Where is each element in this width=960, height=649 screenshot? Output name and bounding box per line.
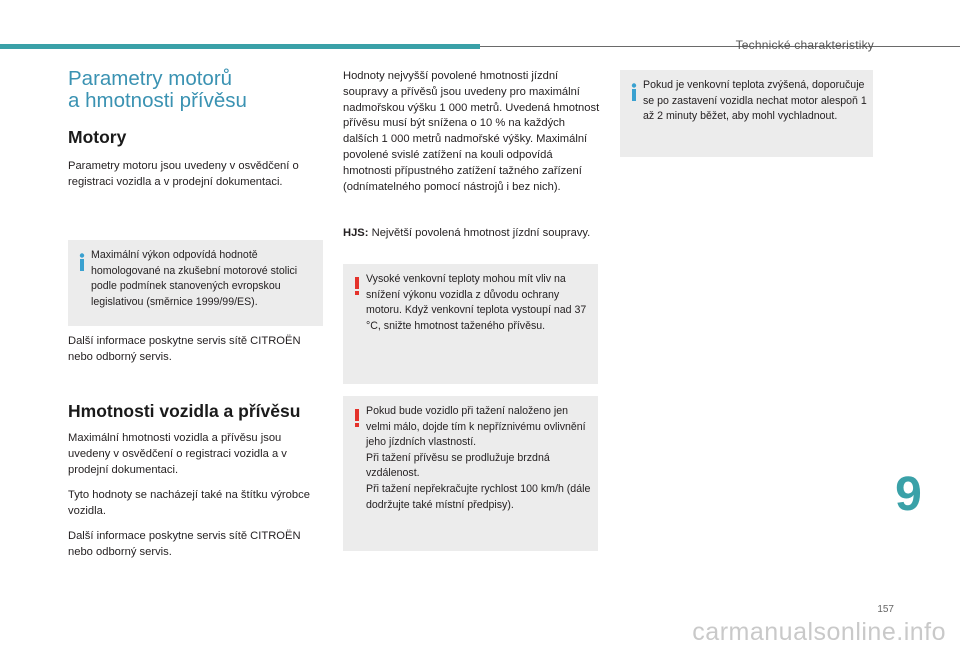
motors-text: Parametry motoru jsou uvedeny v osvědčení o registraci vozidla a v prodejní dokumentaci. bbox=[68, 160, 299, 188]
warning-box-temperature bbox=[343, 264, 598, 384]
header-rule bbox=[480, 46, 960, 47]
hjs-label: HJS: bbox=[343, 227, 369, 239]
header-accent-bar bbox=[0, 44, 480, 49]
exclamation-icon bbox=[351, 409, 363, 427]
page-title bbox=[68, 68, 324, 112]
watermark: carmanualsonline.info bbox=[692, 618, 946, 646]
info-box-cooling-text: Pokud je venkovní teplota zvýšená, doporučuje se po zastavení vozidla nechat motor alespoň 1 až 2 minuty běžet, aby mohl vychladnout. bbox=[643, 79, 867, 123]
info-box-power-text: Maximální výkon odpovídá hodnotě homologované na zkušební motorové stolici podle podmínek stanovených evropskou legislativou (směrnice 1999/99/ES). bbox=[91, 249, 298, 308]
info-i-icon bbox=[76, 253, 88, 271]
page-title-line2: a hmotnosti přívěsu bbox=[68, 89, 247, 112]
page-number: 157 bbox=[877, 604, 894, 615]
warning-box-towing bbox=[343, 396, 598, 551]
info-box-power bbox=[68, 240, 323, 326]
page-title-line1: Parametry motorů bbox=[68, 67, 233, 90]
column-left bbox=[68, 60, 324, 191]
info-box-cooling bbox=[620, 70, 873, 157]
warning-towing-text bbox=[366, 404, 594, 513]
weights-heading: Hmotnosti vozidla a přívěsu bbox=[68, 401, 301, 421]
hjs-text: Největší povolená hmotnost jízdní soupravy. bbox=[368, 227, 591, 239]
warning-towing-line1: Pokud bude vozidlo při tažení naloženo jen velmi málo, dojde tím k nepříznivému ovlivnění jeho jízdních vlastností. bbox=[366, 405, 586, 449]
altitude-paragraph: Hodnoty nejvyšší povolené hmotnosti jízdní soupravy a přívěsů jsou uvedeny pro maximální nadmořskou výšku 1 000 metrů. Uvedená hmotnost přívěsu musí být snížena o 10 % na každých dalších 1 000 metrů nadmořské výšky. Maximální povolené svislé zatížení na kouli odpovídá hmotnosti přípustného zatížení tažného zařízení (odnímatelného pomocí nástrojů i bez nich). bbox=[343, 70, 600, 193]
plate-text: Tyto hodnoty se nacházejí také na štítku výrobce vozidla. bbox=[68, 489, 310, 517]
weights-text: Maximální hmotnosti vozidla a přívěsu jsou uvedeny v osvědčení o registraci vozidla a v prodejní dokumentaci. bbox=[68, 432, 287, 476]
more-info-text-2: Další informace poskytne servis sítě CITROËN nebo odborný servis. bbox=[68, 530, 301, 558]
chapter-number: 9 bbox=[895, 468, 922, 521]
warning-towing-line3: Při tažení nepřekračujte rychlost 100 km/h (dále dodržujte také místní předpisy). bbox=[366, 482, 591, 511]
info-i-icon bbox=[628, 83, 640, 101]
section-title: Technické charakteristiky bbox=[735, 38, 874, 52]
warning-towing-line2: Při tažení přívěsu se prodlužuje brzdná vzdálenost. bbox=[366, 451, 550, 480]
motors-heading: Motory bbox=[68, 127, 127, 147]
hjs-definition bbox=[343, 226, 593, 242]
exclamation-icon bbox=[351, 277, 363, 295]
warning-temperature-text: Vysoké venkovní teploty mohou mít vliv na snížení výkonu vozidla z důvodu ochrany motoru. Když venkovní teplota vystoupí nad 37 °C, snižte hmotnost taženého přívěsu. bbox=[366, 273, 587, 332]
more-info-text-1: Další informace poskytne servis sítě CITROËN nebo odborný servis. bbox=[68, 335, 301, 363]
